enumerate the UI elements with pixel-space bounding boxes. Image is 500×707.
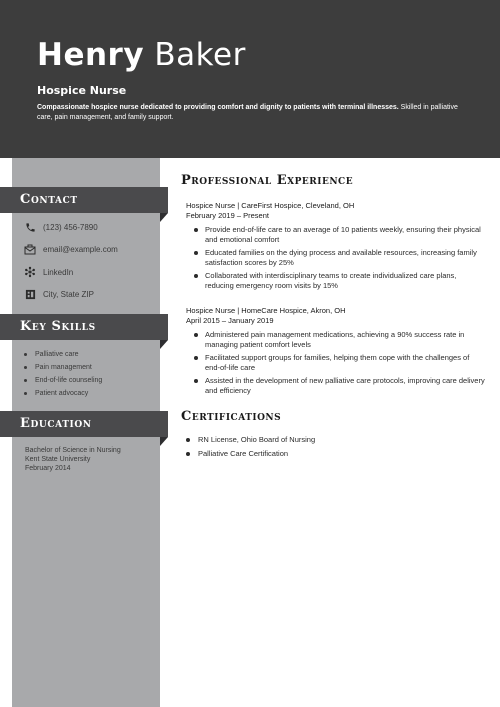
ribbon-fold (160, 437, 168, 446)
list-item: RN License, Ohio Board of Nursing (186, 433, 315, 447)
education-entry (25, 446, 121, 473)
email-icon (24, 243, 36, 255)
skill-item: Pain management (24, 361, 102, 374)
job-1-dates: February 2019 – Present (186, 211, 269, 220)
contact-location (24, 288, 94, 300)
summary-rest: Skilled in palliative care, pain management, and family support. (37, 104, 458, 121)
skill-item: End-of-life counseling (24, 374, 102, 387)
phone-text: (123) 456-7890 (43, 222, 98, 232)
email-text[interactable]: email@example.com (43, 244, 118, 254)
list-item: Collaborated with interdisciplinary teams to create individualized care plans, reducing emergency room visits by 15% (194, 271, 486, 291)
candidate-name (37, 37, 246, 73)
job-2-bullets (194, 330, 486, 399)
bullet-icon (24, 353, 27, 356)
bullet-icon (186, 438, 190, 442)
skill-item: Palliative care (24, 348, 102, 361)
phone-icon (24, 221, 36, 233)
certifications-list (186, 433, 315, 461)
first-name: Henry (37, 37, 145, 73)
contact-phone (24, 221, 98, 233)
ribbon-fold (160, 213, 168, 222)
summary (37, 103, 462, 123)
job-title: Hospice Nurse (37, 84, 127, 97)
bullet-icon (194, 228, 198, 232)
job-2-heading: Hospice Nurse | HomeCare Hospice, Akron, OH (186, 306, 346, 315)
school: Kent State University (25, 456, 91, 463)
education-title: Education (20, 416, 92, 431)
skill-item: Patient advocacy (24, 387, 102, 400)
list-item: Administered pain management medications, achieving a 90% success rate in managing patient comfort levels (194, 330, 486, 350)
graduation-date: February 2014 (25, 465, 71, 472)
bullet-icon (194, 274, 198, 278)
bullet-icon (194, 356, 198, 360)
resume-header (0, 0, 500, 158)
linkedin-text[interactable]: LinkedIn (43, 267, 74, 277)
location-text: City, State ZIP (43, 289, 94, 299)
contact-email[interactable] (24, 243, 118, 255)
list-item: Palliative Care Certification (186, 447, 315, 461)
bullet-icon (194, 251, 198, 255)
last-name: Baker (154, 37, 246, 73)
experience-title: Professional Experience (181, 173, 354, 188)
location-icon (24, 288, 36, 300)
job-1-heading: Hospice Nurse | CareFirst Hospice, Cleveland, OH (186, 201, 355, 210)
job-2-header (186, 306, 346, 326)
linkedin-icon (24, 266, 36, 278)
summary-lead: Compassionate hospice nurse dedicated to providing comfort and dignity to patients with terminal illnesses. (37, 104, 399, 111)
bullet-icon (24, 379, 27, 382)
education-section-header (0, 411, 168, 437)
skills-section-header (0, 314, 168, 340)
job-1-header (186, 201, 354, 221)
list-item: Assisted in the development of new palliative care protocols, improving care delivery and efficiency (194, 376, 486, 396)
contact-title: Contact (20, 192, 78, 207)
list-item: Provide end-of-life care to an average of 10 patients weekly, ensuring their physical and emotional comfort (194, 225, 486, 245)
bullet-icon (24, 366, 27, 369)
job-2-dates: April 2015 – January 2019 (186, 316, 274, 325)
contact-linkedin[interactable] (24, 266, 73, 278)
degree: Bachelor of Science in Nursing (25, 447, 121, 454)
job-1-bullets (194, 225, 486, 294)
list-item: Facilitated support groups for families, helping them cope with the challenges of end-of-life care (194, 353, 486, 373)
ribbon-fold (160, 340, 168, 349)
skills-title: Key Skills (20, 319, 96, 334)
contact-section-header (0, 187, 168, 213)
bullet-icon (194, 333, 198, 337)
certifications-title: Certifications (181, 409, 282, 424)
skills-list (24, 348, 102, 400)
bullet-icon (186, 452, 190, 456)
list-item: Educated families on the dying process and available resources, increasing family satisfaction scores by 25% (194, 248, 486, 268)
bullet-icon (24, 392, 27, 395)
bullet-icon (194, 379, 198, 383)
